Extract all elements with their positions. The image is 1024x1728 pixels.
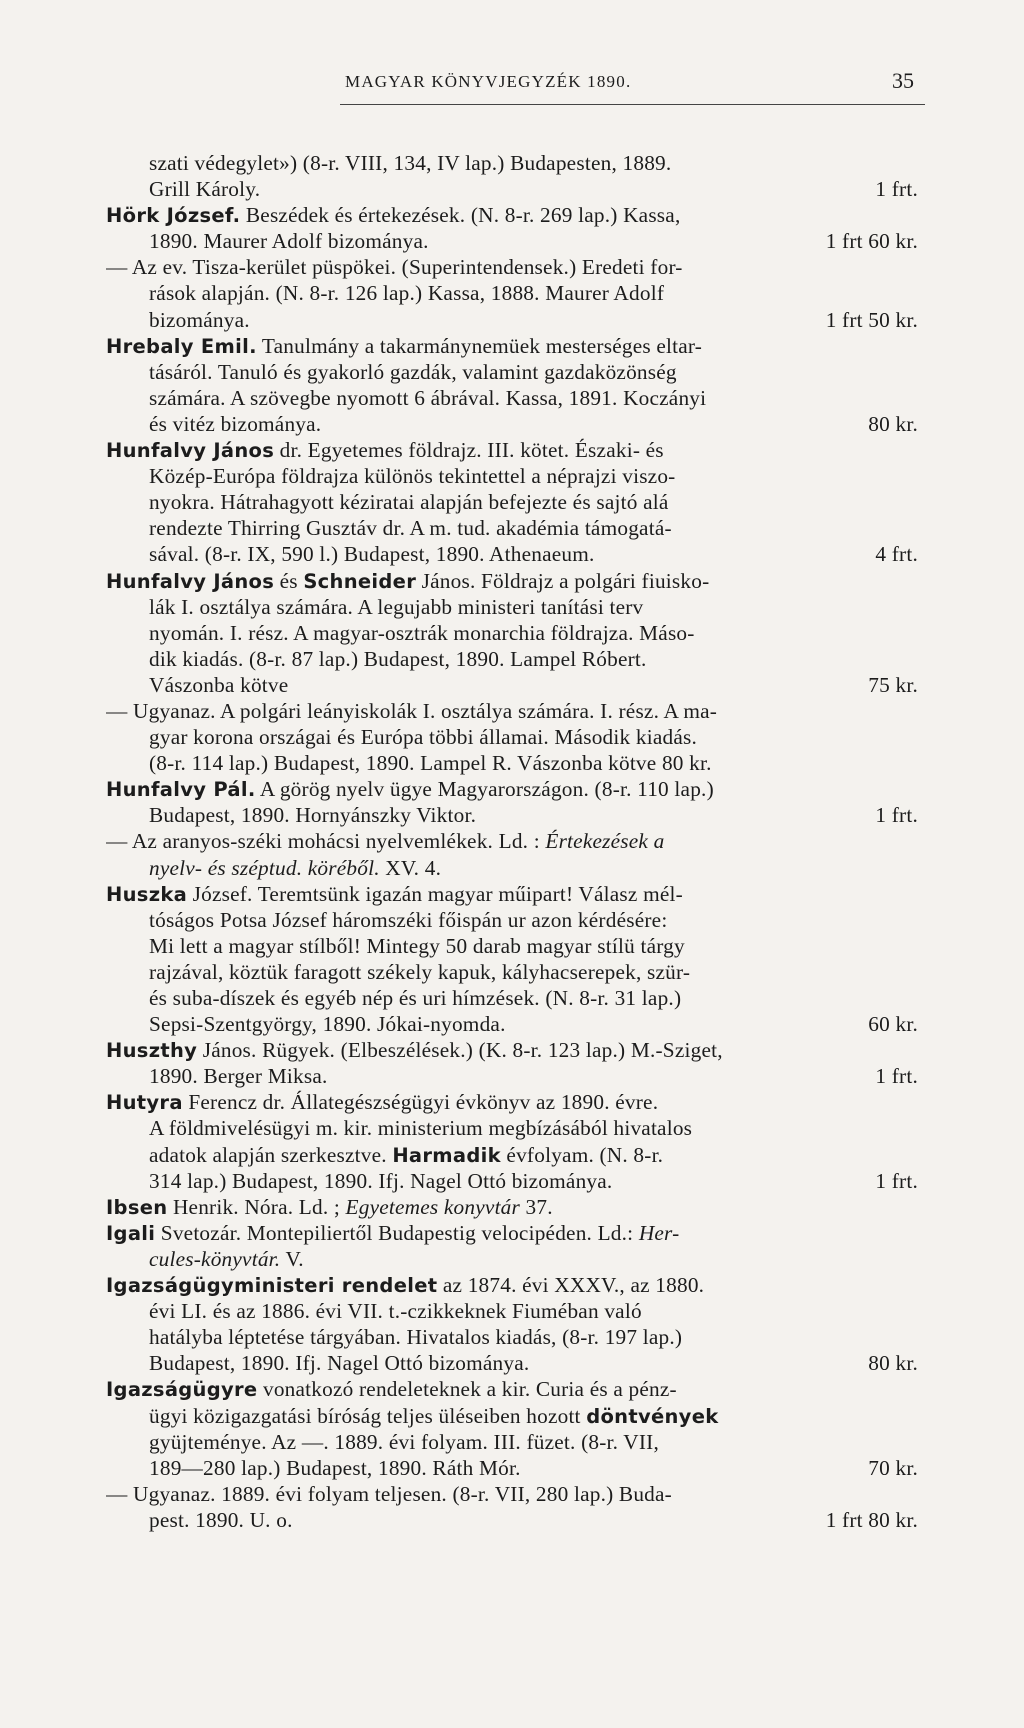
price: 70 kr.	[868, 1455, 918, 1480]
entry-continuation-line	[106, 933, 918, 959]
entry-text: gyar korona országai és Európa többi államai. Második kiadás.	[149, 725, 698, 750]
entry-heading: Igazságügyre	[106, 1378, 258, 1402]
entry-heading: Harmadik	[392, 1143, 501, 1167]
entry-first-line	[106, 828, 918, 854]
entry-first-line	[106, 333, 918, 359]
entry-text: dr. Egyetemes földrajz. III. kötet. Északi- és	[274, 438, 664, 463]
entry-continuation-line	[106, 855, 918, 881]
entry-text: A földmivelésügyi m. kir. ministerium megbízásából hivatalos	[149, 1116, 693, 1141]
entry-text: Ferencz dr. Állategészségügyi évkönyv az 1890. évre.	[182, 1090, 659, 1115]
entry-continuation-line	[106, 359, 918, 385]
entry-heading: Igali	[106, 1221, 156, 1245]
entry-heading: döntvények	[586, 1404, 719, 1428]
page-number: 35	[892, 68, 914, 93]
entry-text: Közép-Európa földrajza különös tekintettel a néprajzi viszo-	[149, 464, 676, 489]
entry-continuation-line	[106, 489, 918, 515]
entry-continuation-line	[106, 1246, 918, 1272]
entry-text: és vitéz bizománya.	[149, 411, 322, 436]
entry-continuation-line	[106, 411, 918, 437]
entry-text: — Az ev. Tisza-kerület püspökei. (Superintendensek.) Eredeti for-	[106, 255, 683, 280]
entry-continuation-line	[106, 1298, 918, 1324]
entry-continuation-line	[106, 515, 918, 541]
entry-first-line	[106, 254, 918, 280]
entry-text: hatályba léptetése tárgyában. Hivatalos kiadás, (8-r. 197 lap.)	[149, 1325, 683, 1350]
entry-continuation-line	[106, 672, 918, 698]
entry-text: rások alapján. (N. 8-r. 126 lap.) Kassa, 1888. Maurer Adolf	[149, 281, 665, 306]
entry-continuation-line	[106, 646, 918, 672]
italic-reference: nyelv- és széptud. köréből.	[149, 855, 380, 880]
italic-reference: Egyetemes konyvtár	[345, 1194, 521, 1219]
entry-heading: Hutyra	[106, 1091, 183, 1115]
entry-continuation-line	[106, 463, 918, 489]
entry-continuation-line	[106, 385, 918, 411]
entry-first-line	[106, 1481, 918, 1507]
entry-text: Grill Károly.	[149, 177, 261, 202]
entry-first-line	[106, 1272, 918, 1298]
entry-continuation-line	[106, 594, 918, 620]
price: 80 kr.	[868, 1351, 918, 1376]
entry-text: Sepsi-Szentgyörgy, 1890. Jókai-nyomda.	[149, 1012, 506, 1037]
price: 1 frt 50 kr.	[825, 307, 918, 332]
entry-first-line	[106, 568, 918, 594]
entry-continuation-line	[106, 280, 918, 306]
entry-heading: Hrebaly Emil.	[106, 334, 257, 358]
entry-continuation-line	[106, 307, 918, 333]
entry-text: János. Rügyek. (Elbeszélések.) (K. 8-r. 123 lap.) M.-Sziget,	[197, 1038, 723, 1063]
entry-continuation-line	[106, 1324, 918, 1350]
entry-text: és suba-díszek és egyéb nép és uri hímzések. (N. 8-r. 31 lap.)	[149, 986, 682, 1010]
entry-continuation-line	[106, 1507, 918, 1533]
entry-text: János. Földrajz a polgári fiuisko-	[416, 568, 710, 593]
entry-continuation-line	[106, 985, 918, 1011]
entry-continuation-line	[106, 1063, 918, 1089]
entry-text: 189—280 lap.) Budapest, 1890. Ráth Mór.	[149, 1455, 521, 1480]
entry-continuation-line	[106, 907, 918, 933]
entry-text: A görög nyelv ügye Magyarországon. (8-r. 110 lap.)	[255, 777, 714, 802]
entry-heading: Hunfalvy János	[106, 569, 275, 593]
entry-text: pest. 1890. U. o.	[149, 1507, 293, 1532]
entry-text: nyokra. Hátrahagyott kéziratai alapján befejezte és sajtó alá	[149, 490, 669, 515]
entry-text: lák I. osztálya számára. A legujabb ministeri tanítási terv	[149, 594, 644, 619]
entry-continuation-line	[106, 1115, 918, 1141]
entry-text: évi LI. és az 1886. évi VII. t.-czikkeknek Fiuméban való	[149, 1299, 642, 1324]
entry-text: gyüjteménye. Az —. 1889. évi folyam. III. füzet. (8-r. VII,	[149, 1429, 659, 1454]
entry-text: tásáról. Tanuló és gyakorló gazdák, valamint gazdaközönség	[149, 359, 677, 384]
entry-first-line	[106, 1220, 918, 1246]
entry-continuation-line	[106, 959, 918, 985]
entry-continuation-line	[106, 1011, 918, 1037]
entry-text: számára. A szövegbe nyomott 6 ábrával. Kassa, 1891. Koczányi	[149, 385, 707, 410]
entry-heading: Hunfalvy Pál.	[106, 778, 256, 802]
entry-text: sával. (8-r. IX, 590 l.) Budapest, 1890. Athenaeum.	[149, 542, 595, 567]
entry-text: 1890. Berger Miksa.	[149, 1064, 328, 1089]
price: 1 frt.	[875, 803, 918, 828]
entry-first-line	[106, 776, 918, 802]
entry-continuation-line	[106, 1429, 918, 1455]
entry-text: Vászonba kötve	[149, 672, 289, 697]
price: 1 frt 60 kr.	[825, 229, 918, 254]
entry-continuation-line	[106, 1168, 918, 1194]
entry-text: — Az aranyos-széki mohácsi nyelvemlékek. Ld. :	[106, 829, 546, 854]
entry-text: Budapest, 1890. Hornyánszky Viktor.	[149, 803, 477, 828]
header-rule	[340, 104, 925, 105]
entry-text: (8-r. 114 lap.) Budapest, 1890. Lampel R. Vászonba kötve 80 kr.	[149, 751, 712, 776]
entry-first-line	[106, 1037, 918, 1063]
entry-text: Svetozár. Montepiliertől Budapestig velocipéden. Ld.:	[155, 1220, 639, 1245]
price: 80 kr.	[868, 411, 918, 436]
price: 1 frt 80 kr.	[825, 1507, 918, 1532]
entry-heading: Huszthy	[106, 1039, 198, 1063]
entry-text: adatok alapján szerkesztve.	[149, 1142, 393, 1167]
entry-text: — Ugyanaz. A polgári leányiskolák I. osztálya számára. I. rész. A ma-	[106, 698, 718, 723]
entry-first-line	[106, 1089, 918, 1115]
entry-first-line	[106, 1194, 918, 1220]
entry-text: 314 lap.) Budapest, 1890. Ifj. Nagel Ottó bizománya.	[149, 1168, 613, 1193]
entry-text: szati védegylet») (8-r. VIII, 134, IV lap.) Budapesten, 1889.	[149, 151, 672, 175]
entry-continuation-line	[106, 802, 918, 828]
running-head: MAGYAR KÖNYVJEGYZÉK 1890.	[345, 72, 632, 91]
entry-text: rendezte Thirring Gusztáv dr. A m. tud. akadémia támogatá-	[149, 516, 672, 541]
entry-text: dik kiadás. (8-r. 87 lap.) Budapest, 1890. Lampel Róbert.	[149, 646, 647, 671]
entry-text: bizománya.	[149, 307, 250, 332]
price: 1 frt.	[875, 1168, 918, 1193]
entry-continuation-line	[106, 1403, 918, 1429]
price: 1 frt.	[875, 1064, 918, 1089]
entry-heading: Ibsen	[106, 1195, 168, 1219]
entry-text: vonatkozó rendeleteknek a kir. Curia és a pénz-	[257, 1377, 677, 1402]
entry-text: az 1874. évi XXXV., az 1880.	[437, 1273, 705, 1298]
price: 75 kr.	[868, 672, 918, 697]
entry-continuation-line	[106, 1350, 918, 1376]
entry-heading: Hunfalvy János	[106, 439, 275, 463]
price: 1 frt.	[875, 177, 918, 202]
entry-continuation-line	[106, 1455, 918, 1481]
entry-text: József. Teremtsünk igazán magyar műipart! Válasz mél-	[187, 881, 683, 906]
price: 4 frt.	[875, 542, 918, 567]
catalog-entries	[106, 150, 918, 1533]
entry-text: XV. 4.	[379, 855, 442, 880]
entry-text: Henrik. Nóra. Ld. ;	[167, 1194, 346, 1219]
entry-text: Budapest, 1890. Ifj. Nagel Ottó bizománya.	[149, 1351, 530, 1376]
entry-first-line	[106, 881, 918, 907]
entry-text: rajzával, köztük faragott székely kapuk, kályhacserepek, szür-	[149, 959, 691, 984]
entry-heading: Schneider	[303, 569, 417, 593]
entry-text: — Ugyanaz. 1889. évi folyam teljesen. (8-r. VII, 280 lap.) Buda-	[106, 1481, 672, 1506]
entry-text: évfolyam. (N. 8-r.	[500, 1142, 664, 1167]
entry-text: nyomán. I. rész. A magyar-osztrák monarchia földrajza. Máso-	[149, 620, 695, 645]
entry-continuation-line	[106, 1142, 918, 1168]
entry-text: Beszédek és értekezések. (N. 8-r. 269 lap.) Kassa,	[240, 203, 681, 228]
entry-text: 1890. Maurer Adolf bizománya.	[149, 229, 429, 254]
entry-text: 37.	[520, 1194, 553, 1219]
entry-text: V.	[280, 1246, 304, 1271]
entry-continuation-line	[106, 150, 918, 176]
entry-heading: Igazságügyministeri rendelet	[106, 1274, 438, 1298]
entry-text: Mi lett a magyar stílből! Mintegy 50 darab magyar stílü tárgy	[149, 933, 685, 958]
entry-continuation-line	[106, 620, 918, 646]
entry-continuation-line	[106, 724, 918, 750]
entry-first-line	[106, 1376, 918, 1402]
entry-first-line	[106, 202, 918, 228]
entry-continuation-line	[106, 228, 918, 254]
entry-text: ügyi közigazgatási bíróság teljes üléseiben hozott	[149, 1403, 587, 1428]
entry-text: és	[274, 568, 304, 593]
entry-text: tóságos Potsa József háromszéki főispán ur azon kérdésére:	[149, 907, 668, 932]
entry-heading: Huszka	[106, 882, 188, 906]
entry-continuation-line	[106, 176, 918, 202]
entry-heading: Hörk József.	[106, 204, 241, 228]
entry-continuation-line	[106, 541, 918, 567]
entry-continuation-line	[106, 750, 918, 776]
italic-reference: cules-könyvtár.	[149, 1246, 281, 1271]
price: 60 kr.	[868, 1012, 918, 1037]
italic-reference: Her-	[638, 1220, 680, 1245]
entry-first-line	[106, 698, 918, 724]
page-header	[0, 58, 1024, 98]
entry-text: Tanulmány a takarmánynemüek mesterséges eltar-	[256, 333, 703, 358]
entry-first-line	[106, 437, 918, 463]
italic-reference: Értekezések a	[545, 829, 665, 854]
